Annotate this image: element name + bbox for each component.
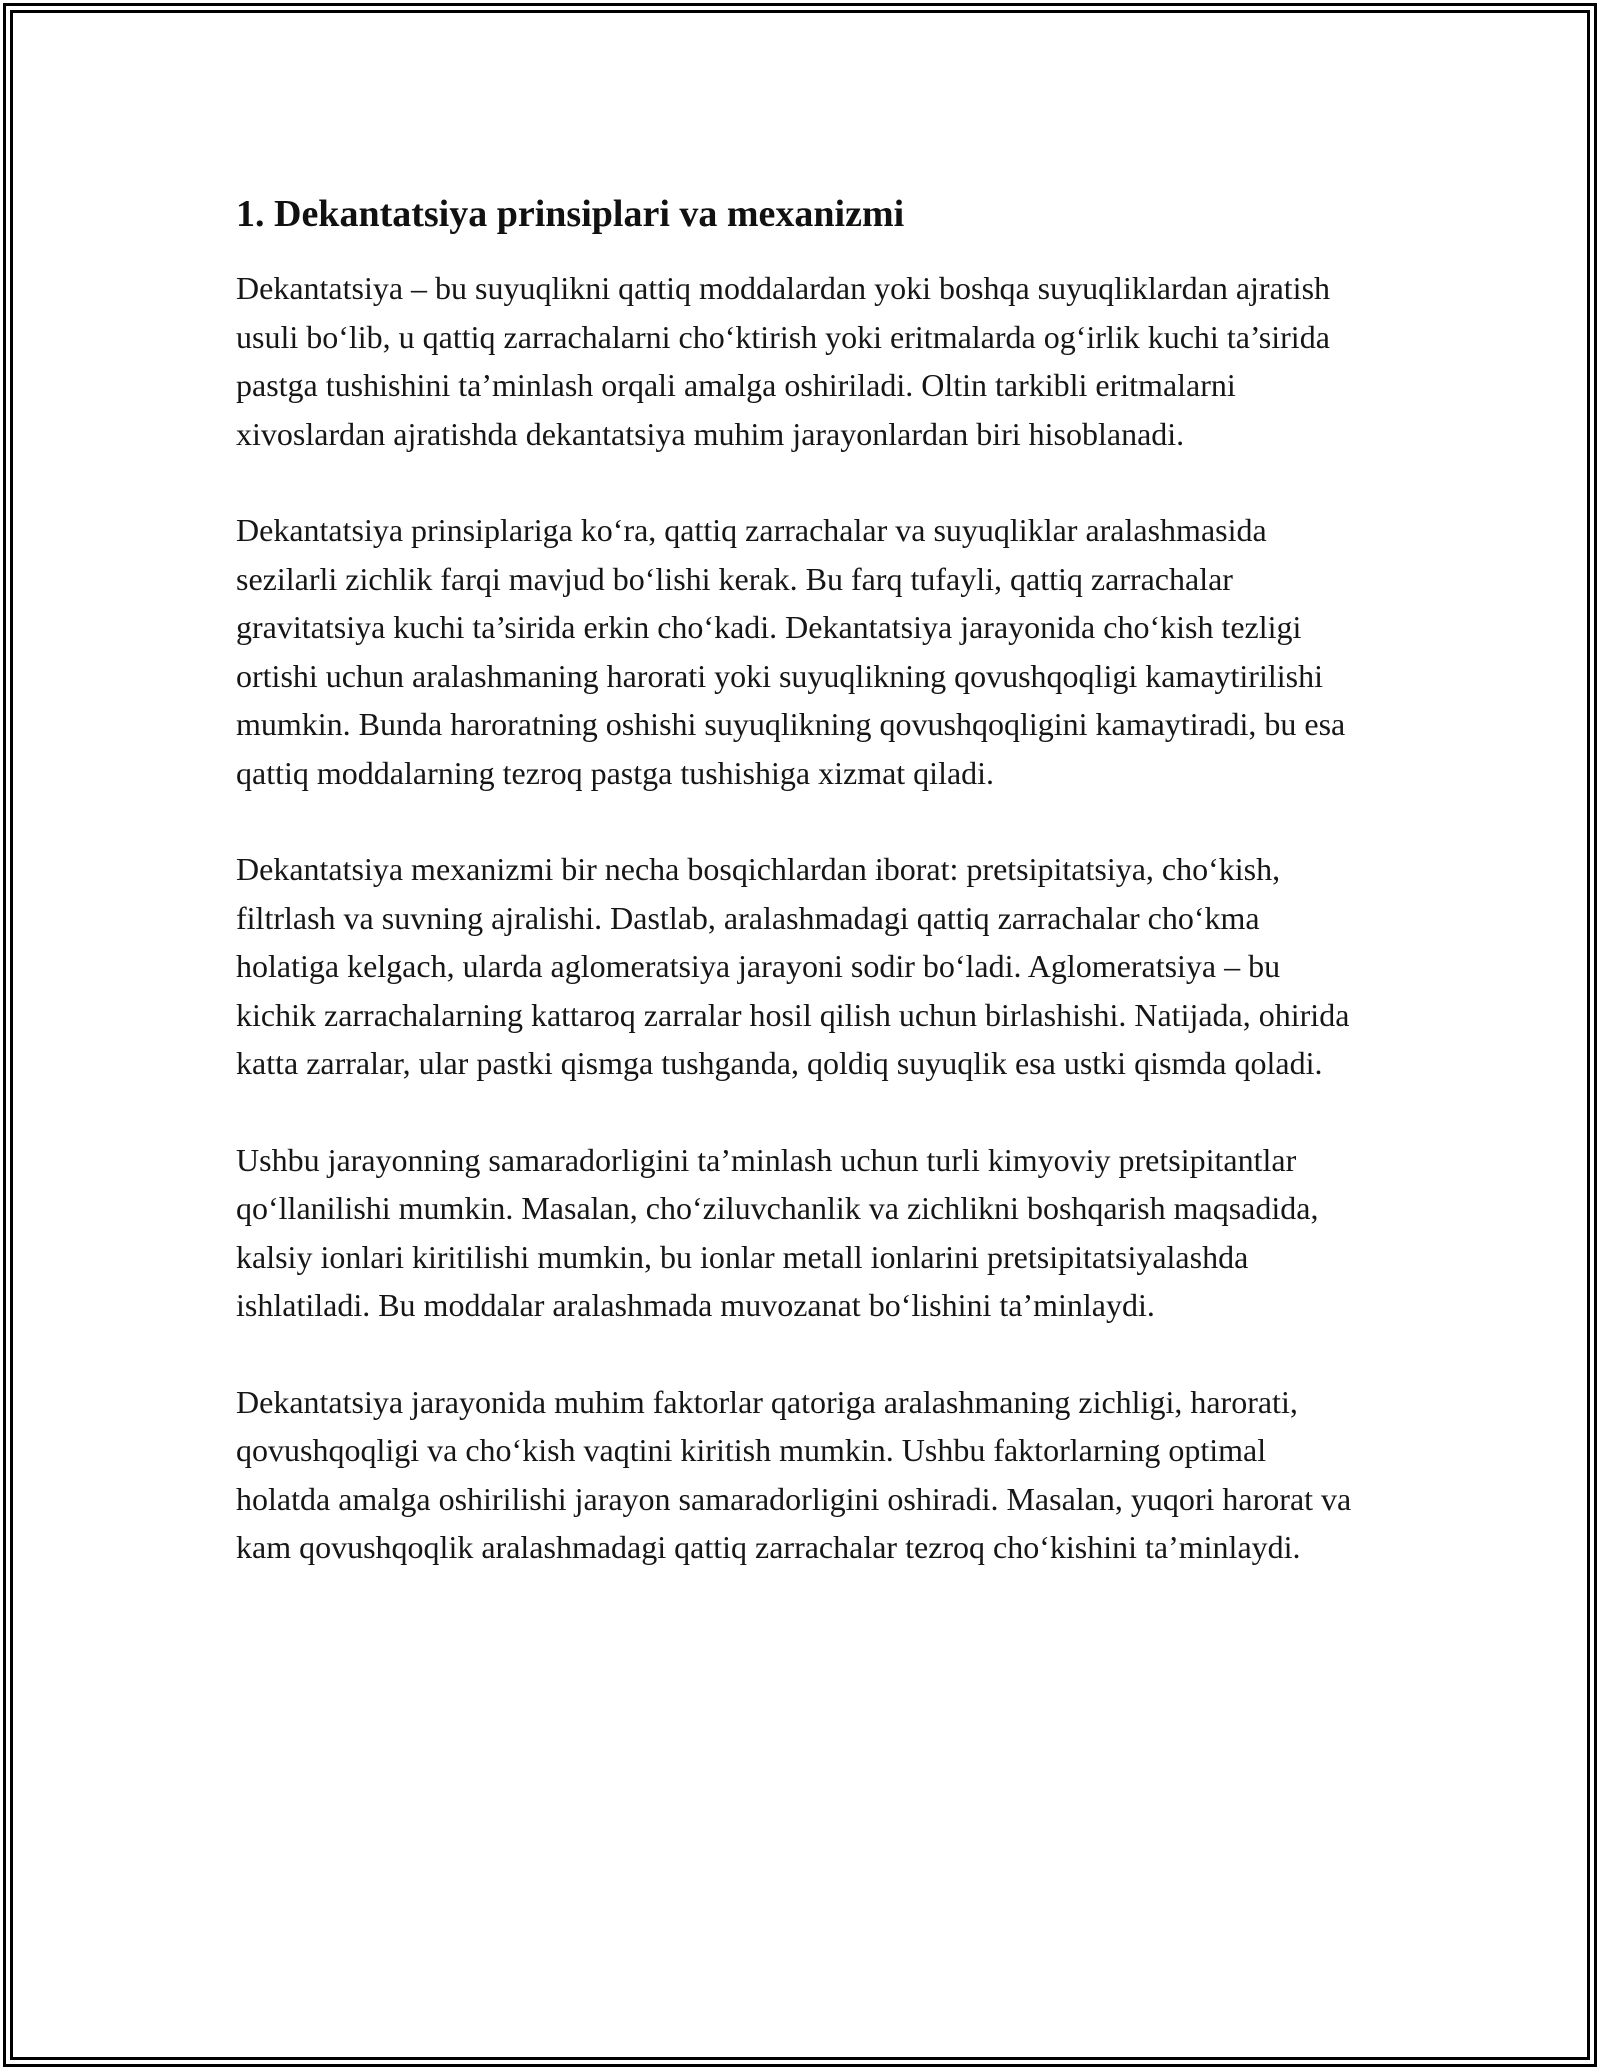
paragraph-definition: Dekantatsiya – bu suyuqlikni qattiq moddalardan yoki boshqa suyuqliklardan ajratish usuli bo‘lib, u qattiq zarrachalarni cho‘ktirish yoki eritmalarda og‘irlik kuchi ta’sirida pastga tushishini ta’minlash orqali amalga oshiriladi. Oltin tarkibli eritmalarni xivoslardan ajratishda dekantatsiya muhim jarayonlardan biri hisoblanadi. <box>236 270 1331 452</box>
paragraph-factors: Dekantatsiya jarayonida muhim faktorlar qatoriga aralashmaning zichligi, harorati, qovushqoqligi va cho‘kish vaqtini kiritish mumkin. Ushbu faktorlarning optimal holatda amalga oshirilishi jarayon samaradorligini oshiradi. Masalan, yuqori harorat va kam qovushqoqlik aralashmadagi qattiq zarrachalar tezroq cho‘kishini ta’minlaydi. <box>236 1383 1352 1565</box>
paragraph-mechanism: Dekantatsiya mexanizmi bir necha bosqichlardan iborat: pretsipitatsiya, cho‘kish, filtrlash va suvning ajralishi. Dastlab, aralashmadagi qattiq zarrachalar cho‘kma holatiga kelgach, ularda aglomeratsiya jarayoni sodir bo‘ladi. Aglomeratsiya – bu kichik zarrachalarning kattaroq zarralar hosil qilish uchun birlashishi. Natijada, ohirida katta zarralar, ular pastki qismga tushganda, qoldiq suyuqlik esa ustki qismda qoladi. <box>236 851 1350 1081</box>
paragraph-principles: Dekantatsiya prinsiplariga ko‘ra, qattiq zarrachalar va suyuqliklar aralashmasida sezilarli zichlik farqi mavjud bo‘lishi kerak. Bu farq tufayli, qattiq zarrachalar gravitatsiya kuchi ta’sirida erkin cho‘kadi. Dekantatsiya jarayonida cho‘kish tezligi ortishi uchun aralashmaning harorati yoki suyuqlikning qovushqoqligi kamaytirilishi mumkin. Bunda haroratning oshishi suyuqlikning qovushqoqligini kamaytiradi, bu esa qattiq moddalarning tezroq pastga tushishiga xizmat qiladi. <box>236 512 1346 791</box>
section-heading: 1. Dekantatsiya prinsiplari va mexanizmi <box>236 193 905 235</box>
paragraph-precipitants: Ushbu jarayonning samaradorligini ta’minlash uchun turli kimyoviy pretsipitantlar qo‘llanilishi mumkin. Masalan, cho‘ziluvchanlik va zichlikni boshqarish maqsadida, kalsiy ionlari kiritilishi mumkin, bu ionlar metall ionlarini pretsipitatsiyalashda ishlatiladi. Bu moddalar aralashmada muvozanat bo‘lishini ta’minlaydi. <box>236 1141 1319 1323</box>
document-body <box>236 186 1366 1620</box>
